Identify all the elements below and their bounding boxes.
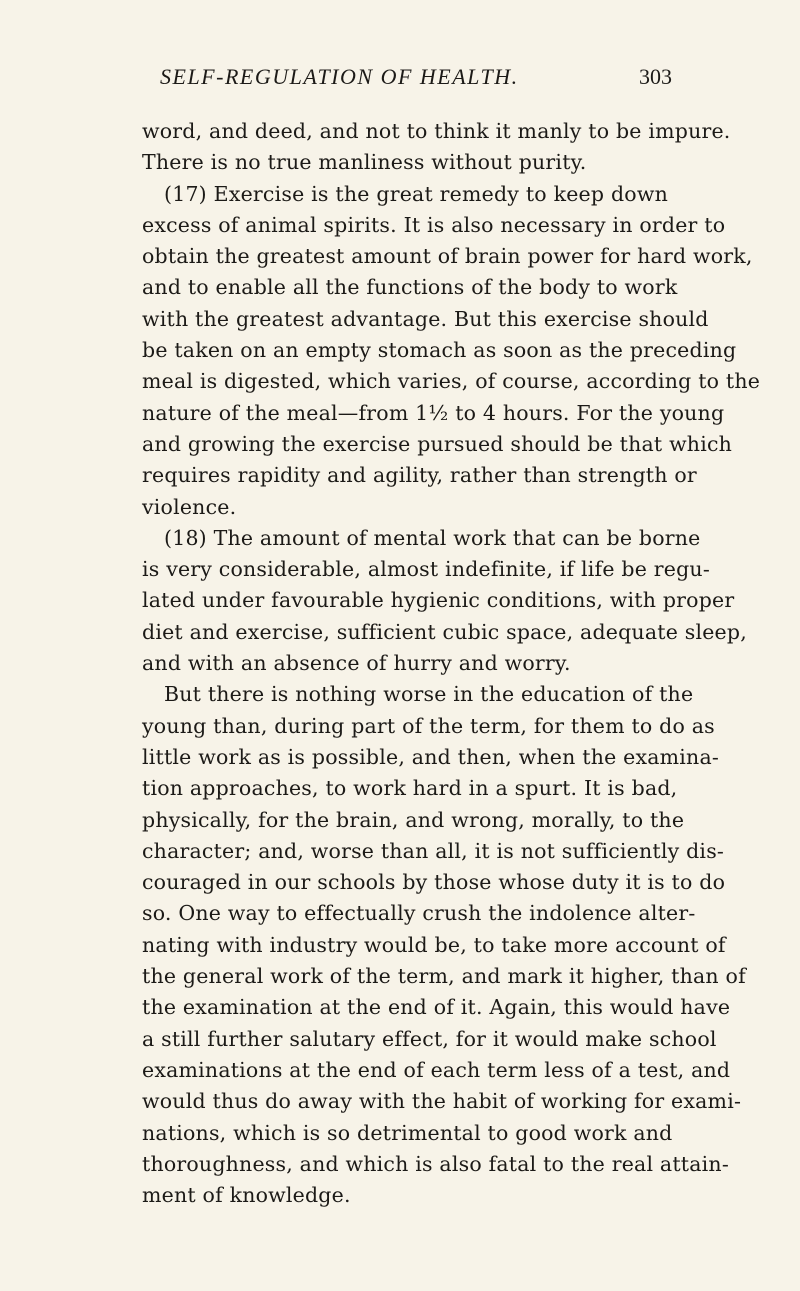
text-line: be taken on an empty stomach as soon as the preceding: [142, 338, 737, 363]
text-line: word, and deed, and not to think it manly to be impure.: [142, 119, 731, 143]
running-title: SELF-REGULATION OF HEALTH.: [160, 64, 519, 89]
text-line: and with an absence of hurry and worry.: [142, 651, 571, 676]
text-line: and to enable all the functions of the body to work: [142, 275, 678, 300]
text-line: so. One way to effectually crush the indolence alter-: [142, 901, 696, 926]
text-line: examinations at the end of each term less of a test, and: [142, 1057, 731, 1082]
paragraph-start: But there is nothing worse in the education of the: [164, 682, 694, 707]
text-line: excess of animal spirits. It is also necessary in order to: [142, 212, 726, 237]
text-line: a still further salutary effect, for it would make school: [142, 1026, 717, 1051]
text-line: nations, which is so detrimental to good work and: [142, 1120, 673, 1145]
text-line: would thus do away with the habit of working for exami-: [142, 1089, 742, 1114]
page-number: 303: [639, 64, 672, 89]
text-line: nating with industry would be, to take more account of: [142, 932, 726, 957]
text-line: meal is digested, which varies, of course, according to the: [142, 369, 761, 394]
text-line: is very considerable, almost indefinite, if life be regu-: [142, 557, 710, 582]
text-line: nature of the meal—from 1½ to 4 hours. For the young: [142, 400, 725, 425]
text-line: lated under favourable hygienic conditions, with proper: [142, 588, 735, 613]
text-line: There is no true manliness without purity.: [142, 150, 587, 175]
text-line: the general work of the term, and mark it higher, than of: [142, 964, 746, 989]
text-line: violence.: [142, 494, 237, 519]
text-line: requires rapidity and agility, rather than strength or: [142, 463, 697, 488]
text-line: ment of knowledge.: [142, 1183, 351, 1208]
text-line: physically, for the brain, and wrong, morally, to the: [142, 807, 685, 832]
paragraph-17-start: (17) Exercise is the great remedy to keep down: [164, 181, 668, 206]
text-line: the examination at the end of it. Again, this would have: [142, 995, 731, 1020]
running-head: [0, 64, 800, 100]
text-line: and growing the exercise pursued should be that which: [142, 431, 733, 456]
body-text: [142, 116, 761, 1211]
text-line: couraged in our schools by those whose duty it is to do: [142, 870, 726, 895]
text-line: young than, during part of the term, for them to do as: [142, 713, 715, 738]
text-line: thoroughness, and which is also fatal to the real attain-: [142, 1151, 729, 1176]
text-line: with the greatest advantage. But this exercise should: [142, 306, 709, 331]
text-line: diet and exercise, sufficient cubic space, adequate sleep,: [142, 619, 747, 644]
text-line: obtain the greatest amount of brain power for hard work,: [142, 244, 753, 269]
text-line: tion approaches, to work hard in a spurt. It is bad,: [142, 776, 678, 801]
text-line: little work as is possible, and then, when the examina-: [142, 744, 720, 769]
text-line: character; and, worse than all, it is not sufficiently dis-: [142, 838, 725, 863]
paragraph-18-start: (18) The amount of mental work that can be borne: [164, 525, 701, 550]
